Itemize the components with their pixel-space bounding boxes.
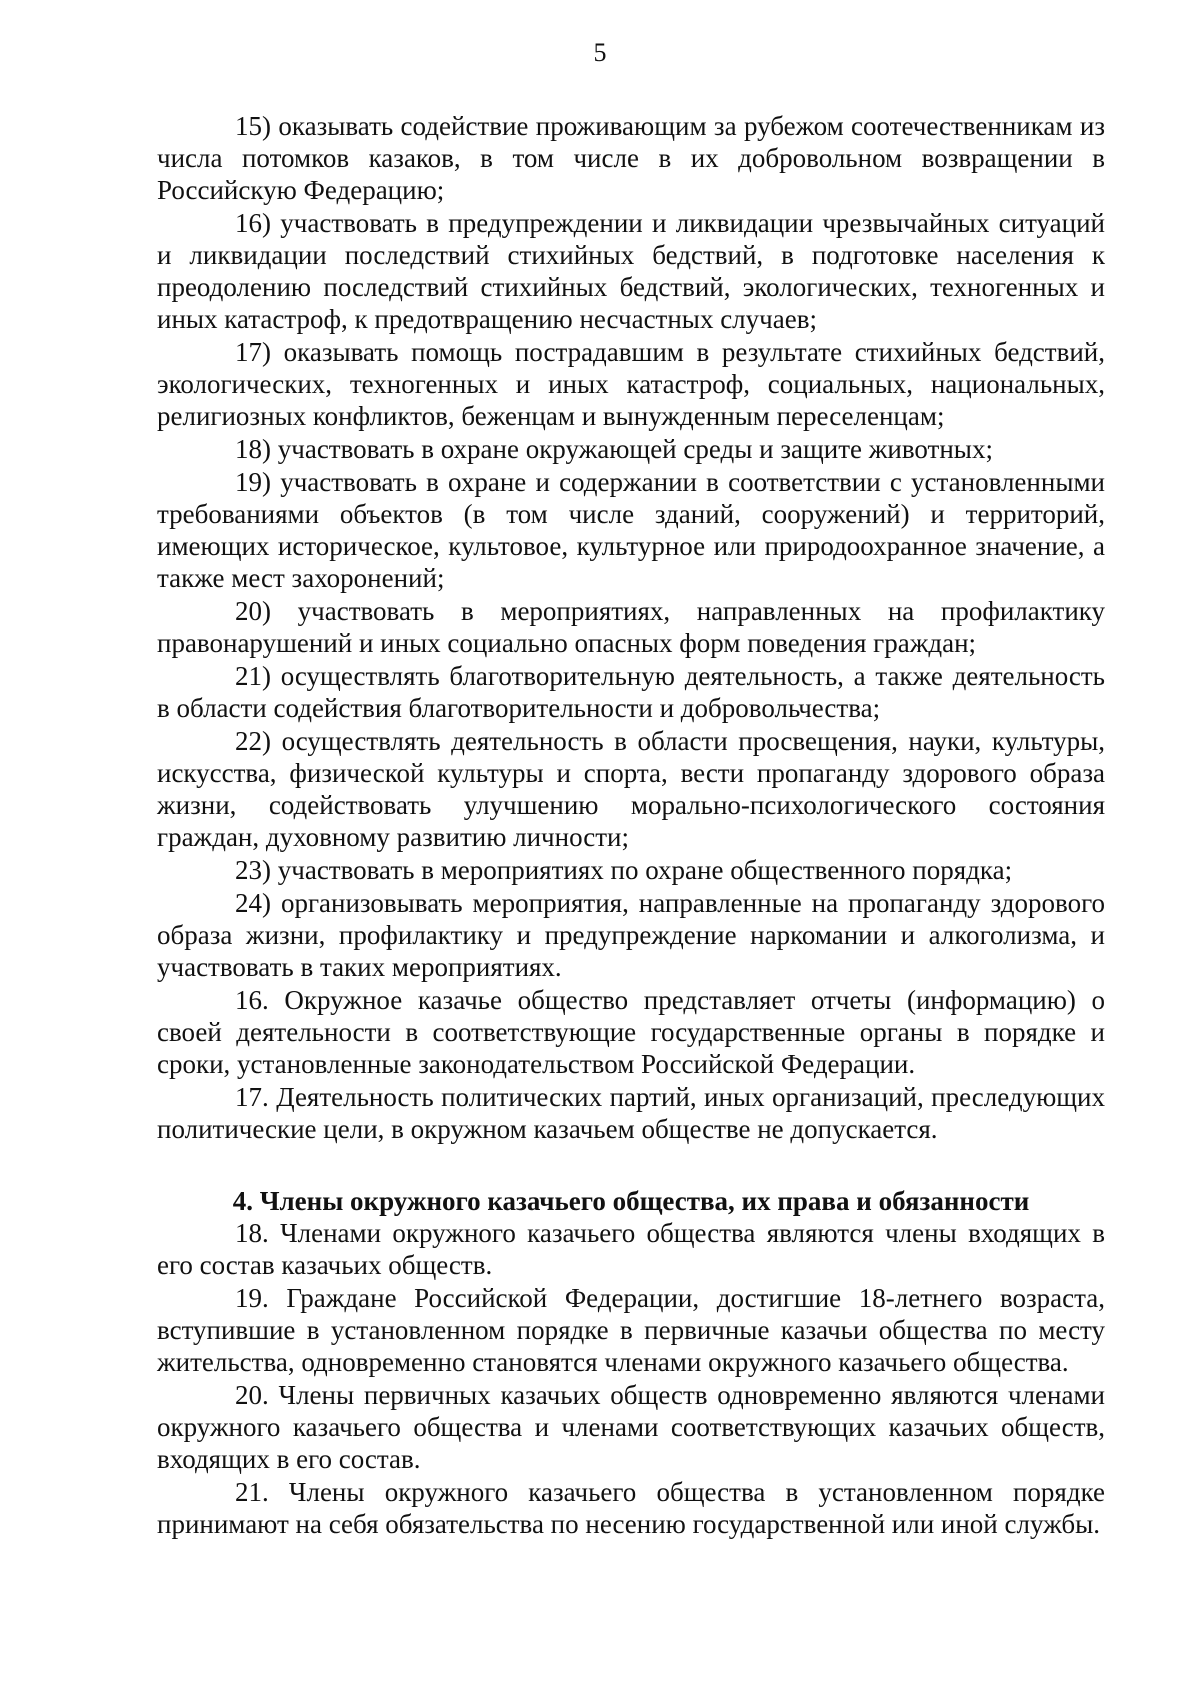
section-heading: 4. Члены окружного казачьего общества, их права и обязанности (232, 1186, 1030, 1216)
clause-text: Члены первичных казачьих обществ одновременно являются членами окружного казачьего общества и членами соответствующих казачьих обществ, входящих в его состав. (157, 1380, 1105, 1474)
item-text: осуществлять деятельность в области просвещения, науки, культуры, искусства, физической культуры и спорта, вести пропаганду здорового образа жизни, содействовать улучшению морально-психологического состояния граждан, духовному развитию личности; (157, 726, 1106, 852)
list-item-19 (157, 466, 1105, 594)
item-text: осуществлять благотворительную деятельность, а также деятельность в области содействия благотворительности и добровольчества; (157, 661, 1105, 723)
clause-text: Деятельность политических партий, иных организаций, преследующих политические цели, в окружном казачьем обществе не допускается. (157, 1082, 1105, 1144)
clause-text: Члены окружного казачьего общества в установленном порядке принимают на себя обязательства по несению государственной или иной службы. (157, 1477, 1105, 1539)
clause-text: Членами окружного казачьего общества являются члены входящих в его состав казачьих обществ. (157, 1218, 1105, 1280)
document-body (157, 110, 1105, 1540)
item-text: участвовать в охране окружающей среды и защите животных; (277, 434, 993, 464)
item-number: 20) (235, 596, 271, 626)
item-text: организовывать мероприятия, направленные на пропаганду здорового образа жизни, профилактику и предупреждение наркомании и алкоголизма, и участвовать в таких мероприятиях. (157, 888, 1105, 982)
list-item-18 (157, 433, 1105, 465)
item-number: 24) (235, 888, 271, 918)
list-item-24 (157, 887, 1105, 983)
item-number: 15) (235, 111, 271, 141)
list-item-17 (157, 336, 1105, 432)
clause-19 (157, 1282, 1105, 1378)
clause-20 (157, 1379, 1105, 1475)
item-number: 21) (235, 661, 271, 691)
item-text: участвовать в предупреждении и ликвидации чрезвычайных ситуаций и ликвидации последствий стихийных бедствий, в подготовке населения к преодолению последствий стихийных бедствий, экологических, техногенных и иных катастроф, к предотвращению несчастных случаев; (157, 208, 1106, 334)
item-text: оказывать помощь пострадавшим в результате стихийных бедствий, экологических, техногенных и иных катастроф, социальных, национальных, религиозных конфликтов, беженцам и вынужденным переселенцам; (157, 337, 1105, 431)
item-text: участвовать в мероприятиях, направленных на профилактику правонарушений и иных социально опасных форм поведения граждан; (157, 596, 1106, 658)
clause-number: 21. (235, 1477, 269, 1507)
item-number: 16) (235, 208, 271, 238)
clause-text: Окружное казачье общество представляет отчеты (информацию) о своей деятельности в соответствующие государственные органы в порядке и сроки, установленные законодательством Российской Федерации. (157, 985, 1106, 1079)
item-number: 23) (235, 855, 271, 885)
page-number: 5 (593, 38, 607, 67)
list-item-22 (157, 725, 1105, 853)
item-number: 17) (235, 337, 271, 367)
list-item-15 (157, 110, 1105, 206)
item-number: 18) (235, 434, 271, 464)
item-text: участвовать в мероприятиях по охране общественного порядка; (277, 855, 1013, 885)
item-number: 19) (235, 467, 271, 497)
clause-16 (157, 984, 1105, 1080)
list-item-23 (157, 854, 1105, 886)
clause-number: 20. (235, 1380, 269, 1410)
clause-number: 17. (235, 1082, 269, 1112)
item-text: оказывать содействие проживающим за рубежом соотечественникам из числа потомков казаков, в том числе в их добровольном возвращении в Российскую Федерацию; (157, 111, 1105, 205)
clause-18 (157, 1217, 1105, 1281)
item-text: участвовать в охране и содержании в соответствии с установленными требованиями объектов (в том числе зданий, сооружений) и территорий, имеющих историческое, культовое, культурное или природоохранное значение, а также мест захоронений; (157, 467, 1105, 593)
list-item-21 (157, 660, 1105, 724)
clause-number: 19. (235, 1283, 269, 1313)
clause-number: 18. (235, 1218, 269, 1248)
clause-number: 16. (235, 985, 269, 1015)
list-item-16 (157, 207, 1105, 335)
item-number: 22) (235, 726, 271, 756)
clause-text: Граждане Российской Федерации, достигшие 18-летнего возраста, вступившие в установленном порядке в первичные казачьи общества по месту жительства, одновременно становятся членами окружного казачьего общества. (157, 1283, 1106, 1377)
list-item-20 (157, 595, 1105, 659)
clause-21 (157, 1476, 1105, 1540)
clause-17 (157, 1081, 1105, 1145)
